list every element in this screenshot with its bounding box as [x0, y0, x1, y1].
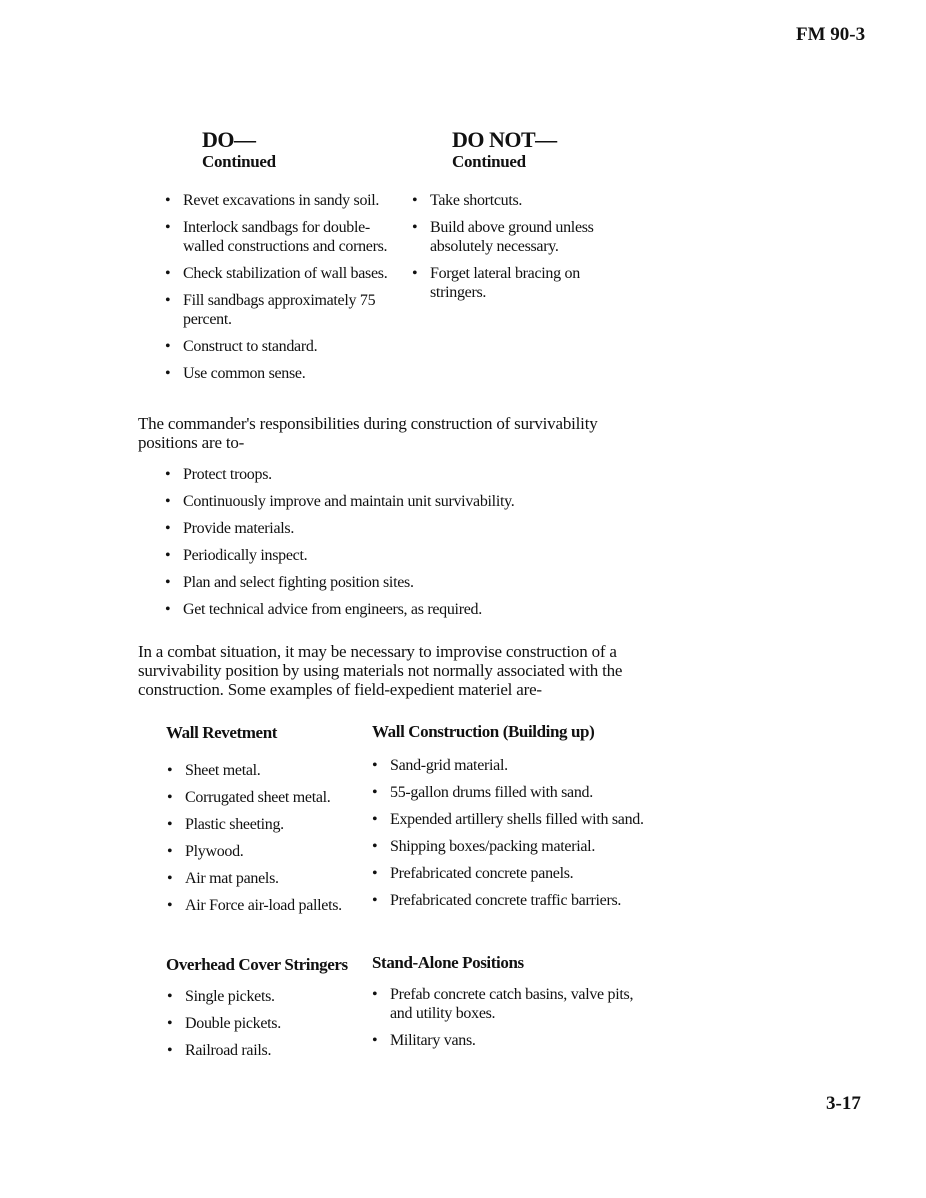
list-item: • Plan and select fighting position sites. — [165, 574, 414, 591]
list-item: • Plywood. — [167, 843, 244, 860]
do-list — [162, 191, 402, 391]
list-item: • Railroad rails. — [167, 1042, 272, 1059]
wall-construction-list — [369, 756, 649, 918]
commander-intro: The commander's responsibilities during construction of survivability positions are to- — [138, 414, 598, 452]
list-item: • Protect troops. — [165, 466, 272, 483]
list-item: • Plastic sheeting. — [167, 816, 284, 833]
list-item: • Build above ground unless absolutely necessary. — [412, 219, 594, 255]
list-item: • Prefabricated concrete panels. — [372, 865, 574, 882]
do-not-title: DO NOT— — [452, 127, 557, 152]
list-item: • Air Force air-load pallets. — [167, 897, 342, 914]
do-subtitle: Continued — [202, 152, 276, 171]
list-item: • Corrugated sheet metal. — [167, 789, 331, 806]
standalone-title: Stand-Alone Positions — [372, 953, 524, 972]
do-title: DO— — [202, 127, 256, 152]
overhead-list — [164, 987, 364, 1068]
list-item: • Military vans. — [372, 1032, 476, 1049]
list-item: • Sand-grid material. — [372, 757, 508, 774]
list-item: • Air mat panels. — [167, 870, 279, 887]
list-item: • Get technical advice from engineers, as required. — [165, 601, 482, 618]
document-id: FM 90-3 — [796, 24, 866, 45]
list-item: • Take shortcuts. — [412, 192, 523, 209]
list-item: • Fill sandbags approximately 75 percent. — [165, 292, 376, 328]
list-item: • 55-gallon drums filled with sand. — [372, 784, 593, 801]
list-item: • Shipping boxes/packing material. — [372, 838, 596, 855]
wall-revetment-list — [164, 761, 364, 923]
list-item: • Single pickets. — [167, 988, 275, 1005]
list-item: • Continuously improve and maintain unit survivability. — [165, 493, 515, 510]
list-item: • Construct to standard. — [165, 338, 318, 355]
do-not-list — [409, 191, 609, 310]
list-item: • Check stabilization of wall bases. — [165, 265, 388, 282]
commander-list — [162, 465, 642, 627]
overhead-title: Overhead Cover Stringers — [166, 955, 348, 974]
do-not-heading — [452, 128, 557, 172]
do-not-subtitle: Continued — [452, 152, 526, 171]
list-item: • Prefab concrete catch basins, valve pits, and utility boxes. — [372, 986, 634, 1022]
list-item: • Use common sense. — [165, 365, 306, 382]
page-number: 3-17 — [826, 1093, 861, 1114]
list-item: • Prefabricated concrete traffic barriers. — [372, 892, 622, 909]
combat-intro: In a combat situation, it may be necessary to improvise construction of a survivability position by using materials not normally associated with the construction. Some examples of field-expedient materiel are- — [138, 642, 623, 699]
wall-revetment-title: Wall Revetment — [166, 723, 278, 742]
list-item: • Expended artillery shells filled with sand. — [372, 811, 644, 828]
list-item: • Revet excavations in sandy soil. — [165, 192, 380, 209]
list-item: • Sheet metal. — [167, 762, 261, 779]
do-heading — [202, 128, 276, 172]
standalone-list — [369, 985, 649, 1058]
list-item: • Forget lateral bracing on stringers. — [412, 265, 580, 301]
list-item: • Double pickets. — [167, 1015, 281, 1032]
list-item: • Interlock sandbags for double-walled constructions and corners. — [165, 219, 388, 255]
list-item: • Periodically inspect. — [165, 547, 308, 564]
list-item: • Provide materials. — [165, 520, 295, 537]
wall-construction-title: Wall Construction (Building up) — [372, 722, 595, 741]
